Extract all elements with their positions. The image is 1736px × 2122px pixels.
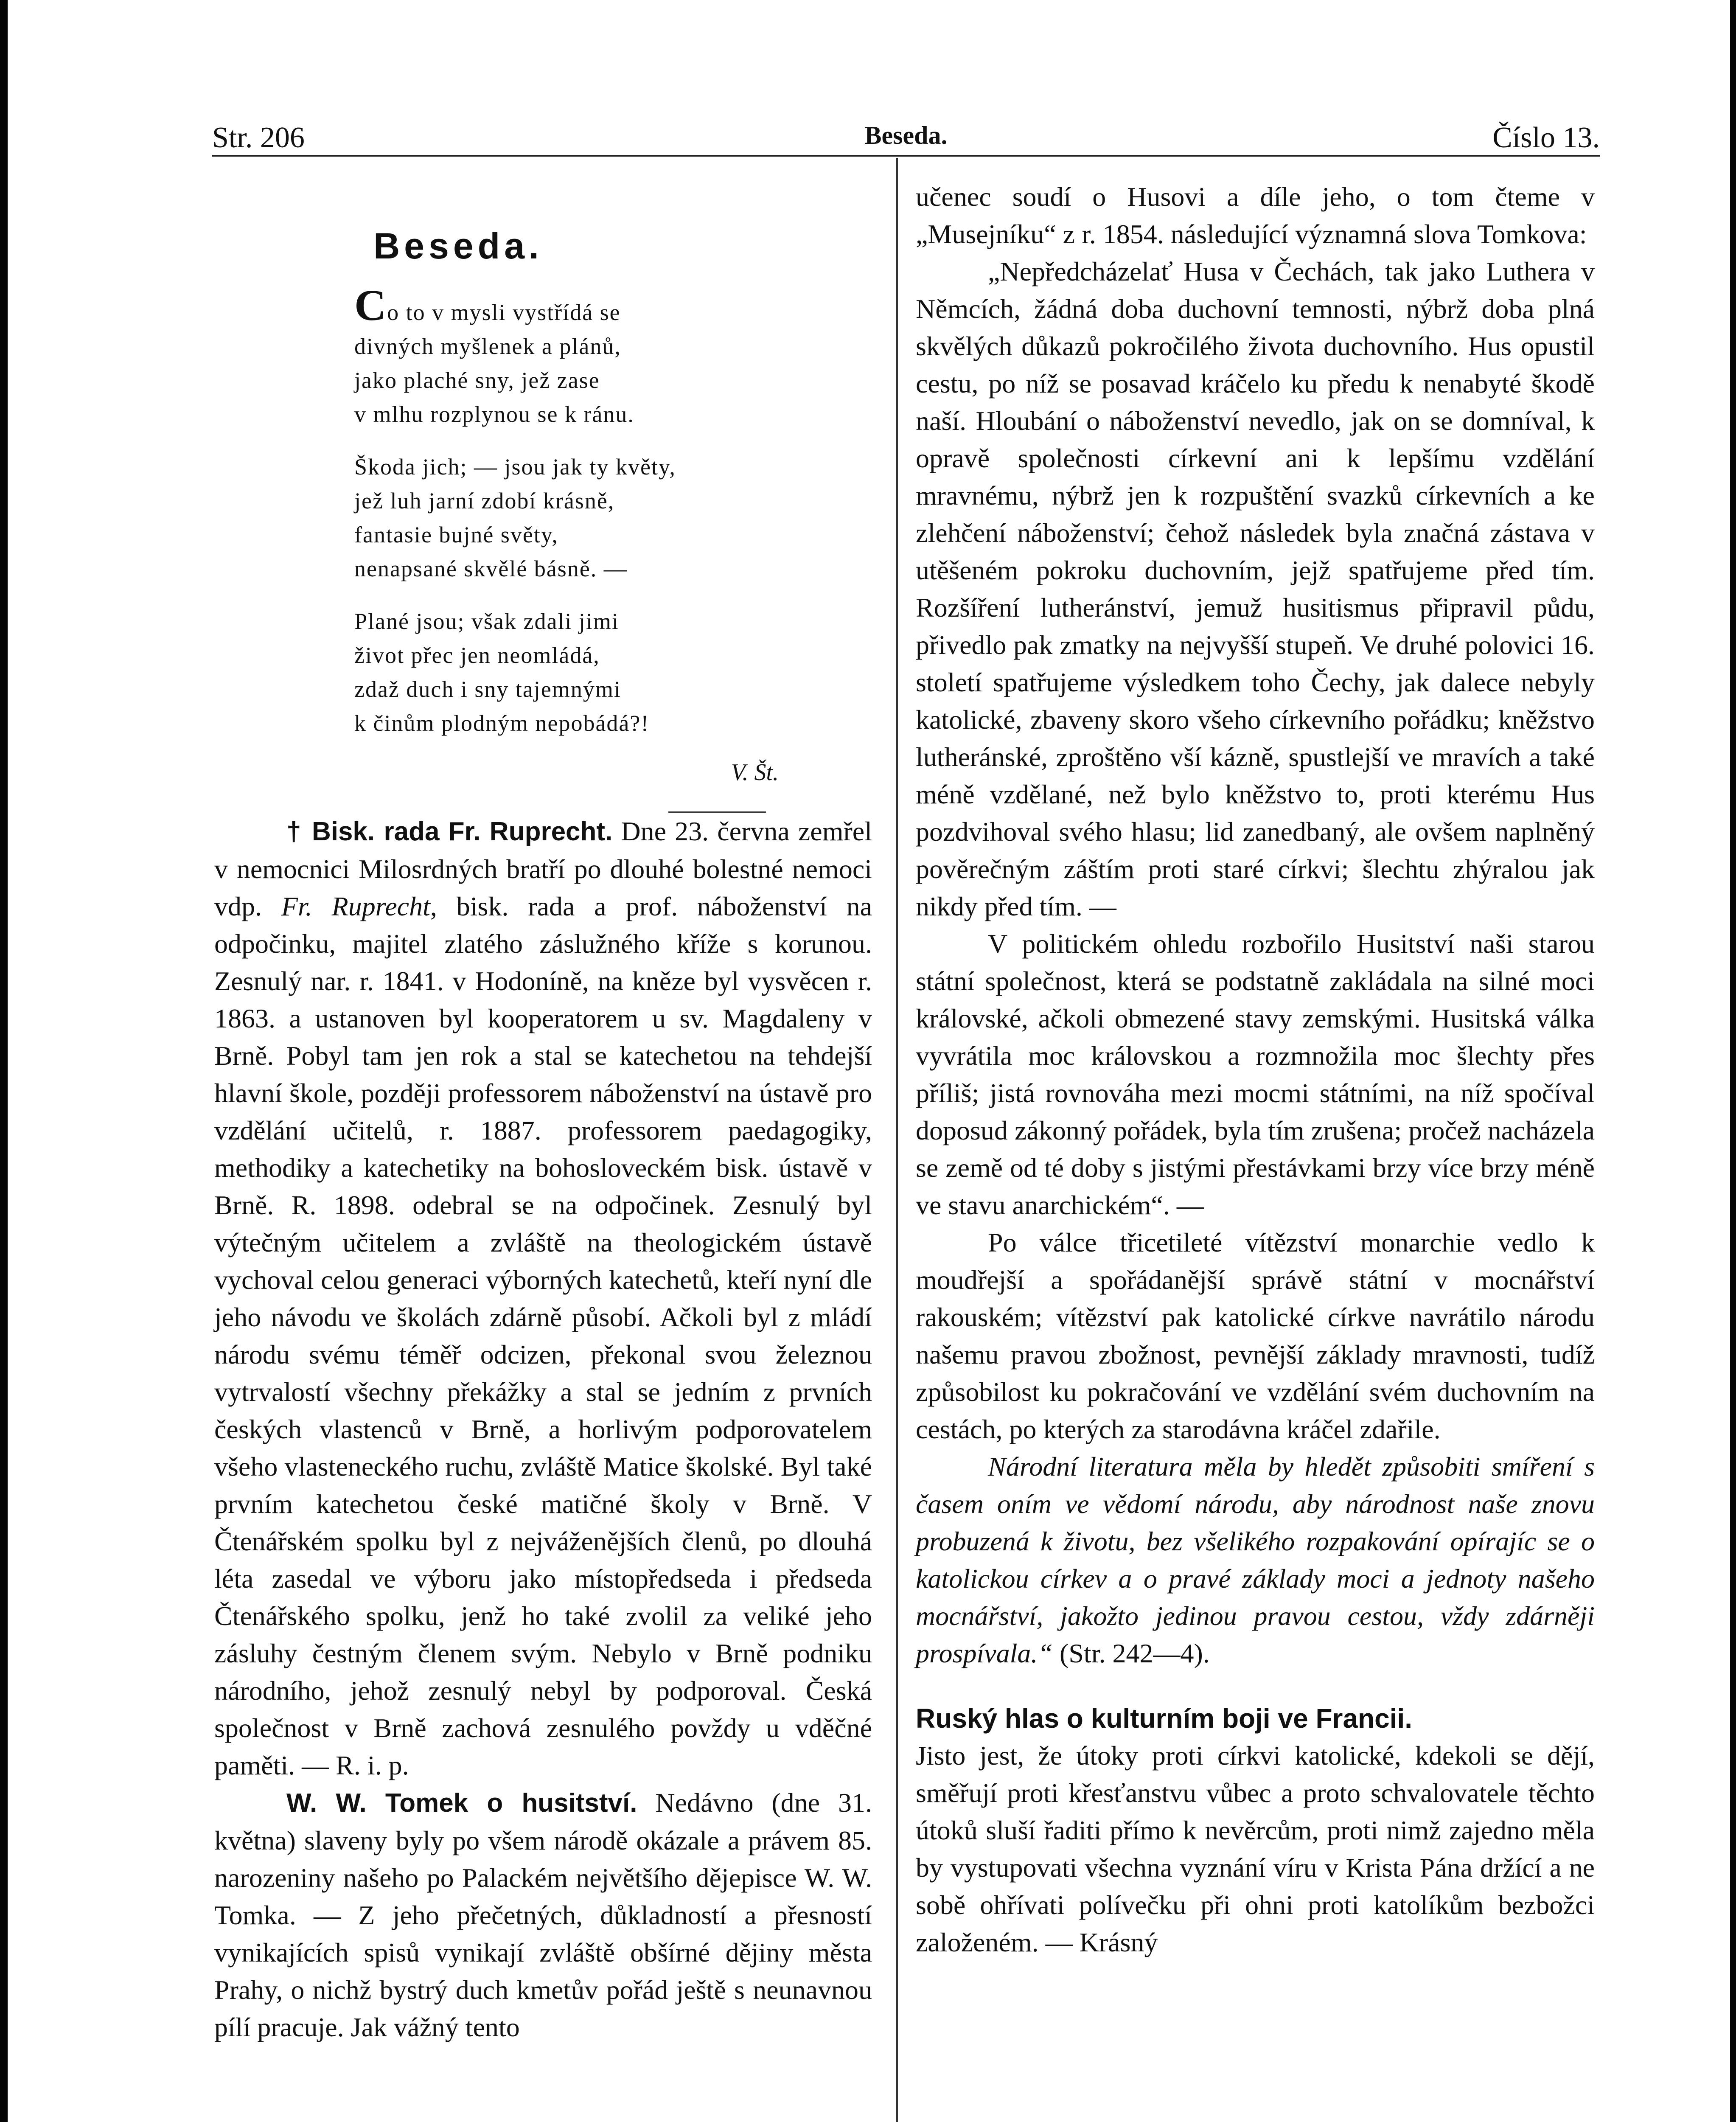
poem	[354, 281, 779, 740]
issue-number: Číslo 13.	[1492, 121, 1600, 154]
poem-verse: fantasie bujné světy,	[354, 522, 558, 547]
quote-paragraph-3: Po válce třicetileté vítězství monarchie vedlo k moudřejší a spořádanější správě státní v mocnářství rakouském; vítězství pak katolické církve navrátilo národu našemu pravou zbožnost, pevnější základy mravnosti, tudíž způsobilost ku pokračování ve vzdělání svém duchovním na cestách, po kterých za starodávna kráčel zdařile.	[916, 1227, 1595, 1444]
poem-verse: Škoda jich; — jsou jak ty květy,	[354, 454, 676, 480]
poem-signature: V. Št.	[731, 759, 779, 786]
page-number: Str. 206	[212, 121, 305, 154]
obituary-paragraph: † Bisk. rada Fr. Ruprecht. Dne 23. června zemřel v nemocnici Milosrdných bratří po dlouhé bolestné nemoci vdp. Fr. Ruprecht, bisk. rada a prof. náboženství na odpočinku, majitel zlatého záslužného kříže s korunou. Zesnulý nar. r. 1841. v Hodoníně, na kněze byl vysvěcen r. 1863. a ustanoven byl kooperatorem u sv. Magdaleny v Brně. Pobyl tam jen rok a stal se katechetou na tehdejší hlavní škole, později professorem náboženství na ústavě pro vzdělání učitelů, r. 1887. professorem paedagogiky, methodiky a katechetiky na bohosloveckém bisk. ústavě v Brně. R. 1898. odebral se na odpočinek. Zesnulý byl výtečným učitelem a zvláště na theologickém ústavě vychoval celou generaci výborných katechetů, kteří nyní dle jeho návodu ve školách zdárně působí. Ačkoli byl z mládí národu svému téměř odcizen, překonal svou železnou vytrvalostí všechny překážky a stal se jedním z prvních českých vlastenců v Brně, a horlivým podporovatelem všeho vlasteneckého ruchu, zvláště Matice školské. Byl také prvním katechetou české matičné školy v Brně. V Čtenářském spolku byl z nejváženějších členů, po dlouhá léta zasedal ve výboru jako místopředseda i předseda Čtenářského spolku, jenž ho také zvolil za veliké jeho zásluhy čestným členem svým. Nebylo v Brně podniku národního, jehož zesnulý nebyl by podporoval. Česká společnost v Brně zachová zesnulého povždy u vděčné paměti. — R. i. p.	[214, 816, 872, 1780]
tomek-paragraph: W. W. Tomek o husitství. Nedávno (dne 31. května) slaveny byly po všem národě okázale a právem 85. narozeniny našeho po Palackém největšího dějepisce W. W. Tomka. — Z jeho přečetných, důkladností a přesností vynikajících spisů vynikají zvláště obšírné dějiny města Prahy, o nichž bystrý duch kmetův pořád ještě s neunavnou pílí pracuje. Jak vážný tento	[214, 1788, 872, 2042]
poem-verse: život přec jen neomládá,	[354, 643, 600, 668]
poem-stanza	[354, 604, 779, 740]
poem-verse: jež luh jarní zdobí krásně,	[354, 488, 615, 514]
poem-stanza	[354, 450, 779, 586]
poem-verse: Plané jsou; však zdali jimi	[354, 609, 619, 634]
poem-title: Beseda.	[373, 226, 543, 267]
journal-title: Beseda.	[864, 121, 948, 149]
drop-cap: C	[354, 281, 387, 330]
tomek-heading: W. W. Tomek o husitství.	[286, 1788, 637, 1818]
right-column	[916, 178, 1595, 1961]
scan-border-left	[0, 0, 8, 2122]
column-divider	[896, 158, 898, 2122]
poem-verse: v mlhu rozplynou se k ránu.	[354, 401, 634, 427]
continued-paragraph: učenec soudí o Husovi a díle jeho, o tom čteme v „Musejníku“ z r. 1854. následující významná slova Tomkova:	[916, 182, 1595, 249]
poem-stanza	[354, 281, 779, 431]
poem-verse: Co to v mysli vystřídá se	[354, 281, 621, 330]
left-column	[214, 178, 872, 2046]
quote-paragraph-1: „Nepředcházelať Husa v Čechách, tak jako Luthera v Němcích, žádná doba duchovní temnosti, nýbrž doba plná skvělých důkazů pokročilého života duchovního. Hus opustil cestu, po níž se posavad kráčelo ku předu k nenabyté škodě naší. Hloubání o náboženství nevedlo, jak on se domníval, k opravě společnosti církevní ani k lepšímu vzdělání mravnému, nýbrž jen k rozpuštění svazků církevních a ke zlehčení náboženství; čehož následek byla značná zástava v utěšeném pokroku duchovním, jejž spatřujeme před tím. Rozšíření lutheránství, jemuž husitismus připravil půdu, přivedlo pak zmatky na nejvyšší stupeň. Ve druhé polovici 16. století spatřujeme výsledkem toho Čechy, jak dalece nebyly katolické, zbaveny skoro všeho církevního pořádku; kněžstvo lutheránské, zproštěno vší kázně, spustlejší ve mravích a také méně vzdělané, než bylo kněžstvo to, proti kterému Hus pozdvihoval svého hlasu; lid zanedbaný, ale ovšem naplněný pověrečným záštím proti staré církvi; šlechtu zhýralou jak nikdy před tím. —	[916, 256, 1595, 921]
poem-verse: divných myšlenek a plánů,	[354, 334, 621, 359]
rusky-heading: Ruský hlas o kulturním boji ve Francii.	[916, 1703, 1413, 1734]
poem-verse: jako plaché sny, jež zase	[354, 368, 600, 393]
header-rule	[212, 155, 1600, 157]
quote-paragraph-2: V politickém ohledu rozbořilo Husitství naši starou státní společnost, která se podstatně zakládala na silné moci královské, ačkoli obmezené stavy zemskými. Husitská válka vyvrátila moc královskou a rozmnožila moc šlechty přes příliš; jistá rovnováha mezi mocmi státními, na níž spočíval doposud zákonný pořádek, byla tím zrušena; pročež nacházela se země od té doby s jistými přestávkami brzy více brzy méně ve stavu anarchickém“. —	[916, 929, 1595, 1220]
scan-border-right	[1730, 0, 1736, 2122]
obituary-heading: † Bisk. rada Fr. Ruprecht.	[286, 817, 613, 846]
poem-verse: nenapsané skvělé básně. —	[354, 556, 628, 581]
running-header	[212, 108, 1600, 159]
italic-quote-paragraph	[916, 1448, 1595, 1672]
rusky-paragraph: Jisto jest, že útoky proti církvi katolické, kdekoli se dějí, směřují proti křesťanstvu vůbec a proto schvalovatele těchto útoků sluší řaditi přímo k nevěrcům, proti nimž zajedno měla by vystupovati všechna vyznání víru v Krista Pána držící a ne sobě ohřívati polívečku při ohni proti katolíkům bezbožci založeném. — Krásný	[916, 1740, 1595, 1957]
poem-verse: zdaž duch i sny tajemnými	[354, 676, 621, 702]
obituary-name: Fr. Ruprecht	[281, 891, 430, 921]
page-reference: (Str. 242—4).	[1053, 1638, 1210, 1668]
italic-quote: Národní literatura měla by hledět způsobiti smíření s časem oním ve vědomí národu, aby národnost naše znovu probuzená k životu, bez všelikého rozpakování opírajíc se o katolickou církev a o pravé základy moci a jednoty našeho mocnářství, jakožto jedinou pravou cestou, vždy zdárněji prospívala.“	[916, 1451, 1595, 1668]
poem-verse: k činům plodným nepobádá?!	[354, 710, 650, 736]
